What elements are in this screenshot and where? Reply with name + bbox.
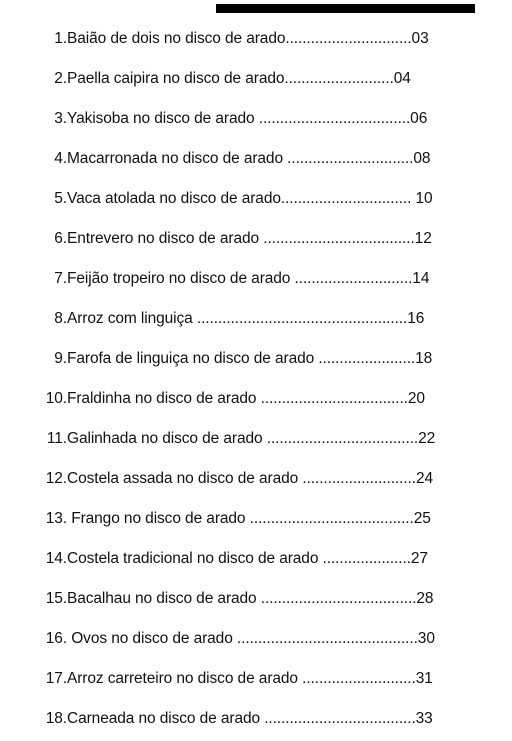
toc-entry-number: 6. (54, 230, 67, 247)
toc-entry-title: Baião de dois no disco de arado..............................03 (67, 30, 429, 47)
toc-entry (0, 179, 512, 219)
toc-entry-number: 9. (54, 350, 67, 367)
toc-entry-title: Vaca atolada no disco de arado............................... 10 (67, 190, 433, 207)
toc-entry-number: 5. (54, 190, 67, 207)
toc-entry (0, 259, 512, 299)
toc-entry-number: 15. (45, 590, 67, 607)
toc-entry (0, 299, 512, 339)
toc-entry-number: 13. (45, 510, 67, 527)
toc-entry (0, 219, 512, 259)
toc-entry (0, 459, 512, 499)
toc-entry (0, 419, 512, 459)
toc-entry-title: Feijão tropeiro no disco de arado ............................14 (67, 270, 430, 287)
toc-entry-title: Paella caipira no disco de arado..........................04 (67, 70, 411, 87)
toc-entry-title: Ovos no disco de arado ...........................................30 (67, 630, 435, 647)
toc-entry (0, 539, 512, 579)
toc-entry (0, 19, 512, 59)
toc-entry-number: 17. (45, 670, 67, 687)
toc-entry (0, 619, 512, 659)
header-bar (216, 4, 475, 13)
toc-entry-title: Carneada no disco de arado ....................................33 (67, 710, 433, 727)
toc-entry-number: 18. (45, 710, 67, 727)
toc-entry-number: 11. (46, 430, 67, 447)
toc-entry (0, 379, 512, 419)
toc-entry-title: Yakisoba no disco de arado ....................................06 (67, 110, 428, 127)
toc-entry-title: Bacalhau no disco de arado .....................................28 (67, 590, 434, 607)
toc-entry-title: Arroz com linguiça ..................................................16 (67, 310, 425, 327)
toc-entry-number: 8. (54, 310, 67, 327)
toc-entry-number: 3. (54, 110, 67, 127)
toc-entry-title: Arroz carreteiro no disco de arado ...........................31 (67, 670, 433, 687)
toc-entry (0, 699, 512, 739)
toc-entry-number: 10. (45, 390, 67, 407)
toc-entry-title: Fraldinha no disco de arado ...................................20 (67, 390, 425, 407)
toc-entry-title: Frango no disco de arado .......................................25 (67, 510, 431, 527)
toc-entry-title: Galinhada no disco de arado ....................................22 (67, 430, 436, 447)
toc-entry-title: Macarronada no disco de arado ..............................08 (67, 150, 431, 167)
toc-entry-number: 14. (45, 550, 67, 567)
toc-entry-number: 7. (54, 270, 67, 287)
toc-entry-title: Costela tradicional no disco de arado .....................27 (67, 550, 428, 567)
toc-entry (0, 579, 512, 619)
toc-entry-number: 16. (45, 630, 67, 647)
toc-entry-number: 12. (45, 470, 67, 487)
toc-entry-number: 1. (54, 30, 67, 47)
toc-entry (0, 659, 512, 699)
toc-entry (0, 59, 512, 99)
toc-entry-number: 4. (54, 150, 67, 167)
toc-entry (0, 99, 512, 139)
toc-entry (0, 499, 512, 539)
toc-entry (0, 139, 512, 179)
toc-entry-title: Entrevero no disco de arado ....................................12 (67, 230, 432, 247)
toc-entry-title: Costela assada no disco de arado ...........................24 (67, 470, 433, 487)
table-of-contents (0, 19, 512, 739)
toc-entry (0, 339, 512, 379)
toc-entry-title: Farofa de linguiça no disco de arado .......................18 (67, 350, 433, 367)
toc-entry-number: 2. (54, 70, 67, 87)
